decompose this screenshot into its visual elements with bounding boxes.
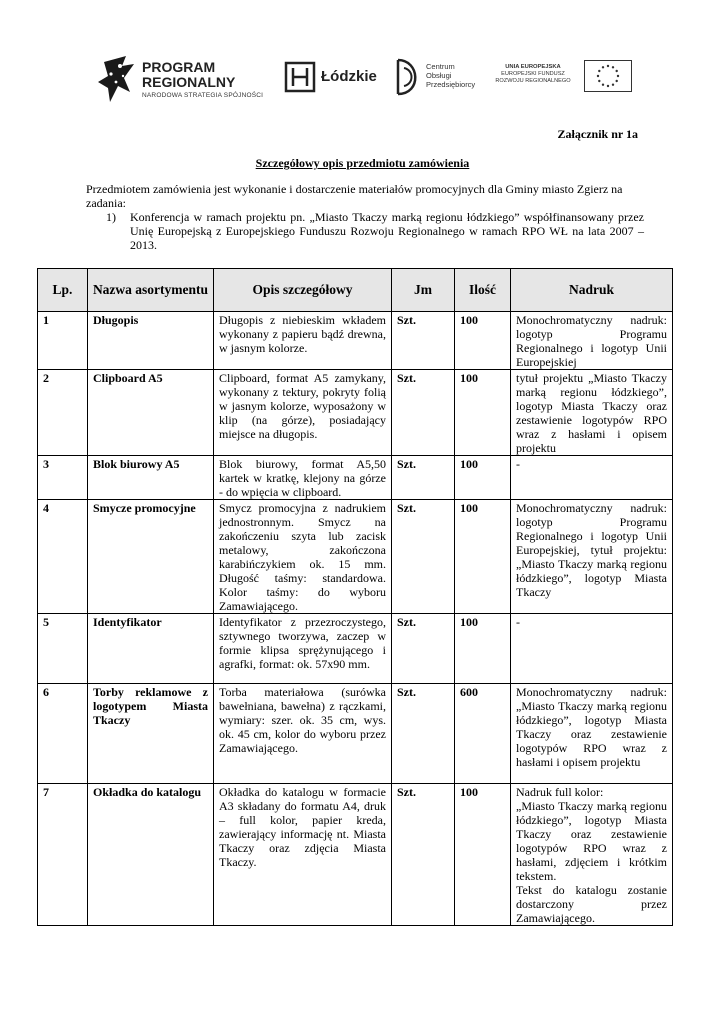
centrum-emblem-icon	[394, 56, 424, 98]
cell-name: Smycze promocyjne	[88, 500, 214, 614]
centrum-text	[426, 62, 475, 89]
cell-name: Clipboard A5	[88, 370, 214, 456]
cell-desc: Długopis z niebieskim wkładem wykonany z papieru bądź drewna, w jasnym kolorze.	[214, 312, 392, 370]
cell-lp: 5	[38, 614, 88, 684]
cell-print: Monochromatyczny nadruk: „Miasto Tkaczy marką regionu łódzkiego”, logotyp Miasta Tkaczy oraz zestawienie logotypów RPO wraz z hasłami i opisem projektu	[511, 684, 673, 784]
cell-name: Torby reklamowe z logotypem Miasta Tkaczy	[88, 684, 214, 784]
table-row	[38, 456, 673, 500]
program-line2: REGIONALNY	[142, 74, 236, 90]
header-lp: Lp.	[38, 269, 88, 312]
cell-desc: Identyfikator z przezroczystego, sztywnego tworzywa, zaczep w formie klipsa sprężynującego i agrafki, format: ok. 57x90 mm.	[214, 614, 392, 684]
centrum-line1: Centrum	[426, 62, 455, 71]
centrum-obslugi-logo	[394, 56, 504, 106]
cell-qty: 100	[455, 784, 511, 926]
cell-print: Monochromatyczny nadruk: logotyp Programu Regionalnego i logotyp Unii Europejskiej	[511, 312, 673, 370]
program-subtitle: NARODOWA STRATEGIA SPÓJNOŚCI	[142, 92, 264, 99]
task-number: 1)	[106, 210, 116, 224]
cell-jm: Szt.	[392, 456, 455, 500]
document-title: Szczegółowy opis przedmiotu zamówienia	[255, 156, 470, 170]
eu-text	[494, 64, 572, 85]
centrum-line2: Obsługi	[426, 71, 452, 80]
table-header-row	[38, 269, 673, 312]
cell-name: Blok biurowy A5	[88, 456, 214, 500]
items-table	[37, 268, 673, 926]
header-print: Nadruk	[511, 269, 673, 312]
cell-lp: 3	[38, 456, 88, 500]
cell-name: Długopis	[88, 312, 214, 370]
cell-qty: 600	[455, 684, 511, 784]
cell-desc: Torba materiałowa (surówka bawełniana, bawełna) z rączkami, wymiary: szer. ok. 35 cm, wys. ok. 45 cm, kolor do wyboru przez Zamawiającego.	[214, 684, 392, 784]
cell-jm: Szt.	[392, 370, 455, 456]
eu-line3: ROZWOJU REGIONALNEGO	[495, 78, 571, 84]
program-regionalny-logo	[96, 52, 266, 112]
task-text: Konferencja w ramach projektu pn. „Miasto Tkaczy marką regionu łódzkiego” współfinansowany przez Unię Europejską z Europejskiego Funduszu Rozwoju Regionalnego w ramach RPO WŁ na lata 2007 – 2013.	[130, 210, 644, 252]
cell-lp: 4	[38, 500, 88, 614]
lodzkie-emblem-icon	[283, 60, 317, 94]
cell-print: tytuł projektu „Miasto Tkaczy marką regionu łódzkiego”, logotyp Miasta Tkaczy oraz zestawienie logotypów RPO wraz z hasłami i opisem projektu	[511, 370, 673, 456]
cell-name: Identyfikator	[88, 614, 214, 684]
cell-desc: Okładka do katalogu w formacie A3 składany do formatu A4, druk – full kolor, papier kreda, zawierający informację nt. Miasta Tkaczy oraz zdjęcia Miasta Tkaczy.	[214, 784, 392, 926]
cell-print: -	[511, 614, 673, 684]
table-row	[38, 500, 673, 614]
cell-lp: 2	[38, 370, 88, 456]
cell-qty: 100	[455, 500, 511, 614]
table-row	[38, 614, 673, 684]
cell-name: Okładka do katalogu	[88, 784, 214, 926]
header-desc: Opis szczegółowy	[214, 269, 392, 312]
table-row	[38, 784, 673, 926]
cell-print: Nadruk full kolor: „Miasto Tkaczy marką regionu łódzkiego”, logotyp Miasta Tkaczy oraz zestawienie logotypów RPO wraz z hasłami, zdjęciem i krótkim tekstem. Tekst do katalogu zostanie dostarczony przez Zamawiającego.	[511, 784, 673, 926]
cell-jm: Szt.	[392, 312, 455, 370]
program-regionalny-emblem-icon	[96, 52, 140, 112]
lodzkie-text: Łódzkie	[321, 68, 377, 85]
cell-desc: Clipboard, format A5 zamykany, wykonany z tektury, pokryty folią w jasnym kolorze, wyposażony w klip (na górze), posiadający miejsce na długopis.	[214, 370, 392, 456]
cell-lp: 6	[38, 684, 88, 784]
cell-jm: Szt.	[392, 500, 455, 614]
annex-label: Załącznik nr 1a	[557, 127, 638, 141]
cell-qty: 100	[455, 614, 511, 684]
cell-desc: Blok biurowy, format A5,50 kartek w kratkę, klejony na górze - do wpięcia w clipboard.	[214, 456, 392, 500]
header-name: Nazwa asortymentu	[88, 269, 214, 312]
cell-jm: Szt.	[392, 614, 455, 684]
eu-logo	[494, 60, 636, 100]
eu-line2: EUROPEJSKI FUNDUSZ	[501, 71, 565, 77]
cell-lp: 1	[38, 312, 88, 370]
program-regionalny-title	[142, 60, 235, 90]
table-row	[38, 370, 673, 456]
cell-print: -	[511, 456, 673, 500]
intro-paragraph: Przedmiotem zamówienia jest wykonanie i dostarczenie materiałów promocyjnych dla Gminy miasto Zgierz na zadania:	[86, 182, 623, 210]
cell-print: Monochromatyczny nadruk: logotyp Programu Regionalnego i logotyp Unii Europejskiej, tytuł projektu: „Miasto Tkaczy marką regionu łódzkiego”, logotyp Miasta Tkaczy	[511, 500, 673, 614]
cell-jm: Szt.	[392, 684, 455, 784]
header-jm: Jm	[392, 269, 455, 312]
logo-bar	[96, 52, 636, 114]
table-row	[38, 684, 673, 784]
cell-qty: 100	[455, 312, 511, 370]
lodzkie-logo	[283, 60, 393, 100]
cell-desc: Smycz promocyjna z nadrukiem jednostronnym. Smycz na zakończeniu szyta lub zacisk metalowy, zakończona karabińczykiem ok. 15 mm. Długość taśmy: standardowa. Kolor taśmy: do wyboru Zamawiającego.	[214, 500, 392, 614]
cell-jm: Szt.	[392, 784, 455, 926]
header-qty: Ilość	[455, 269, 511, 312]
cell-qty: 100	[455, 456, 511, 500]
eu-line1: UNIA EUROPEJSKA	[505, 64, 561, 70]
program-line1: PROGRAM	[142, 59, 216, 75]
eu-flag-icon	[584, 60, 632, 92]
centrum-line3: Przedsiębiorcy	[426, 80, 476, 89]
cell-qty: 100	[455, 370, 511, 456]
cell-lp: 7	[38, 784, 88, 926]
table-row	[38, 312, 673, 370]
